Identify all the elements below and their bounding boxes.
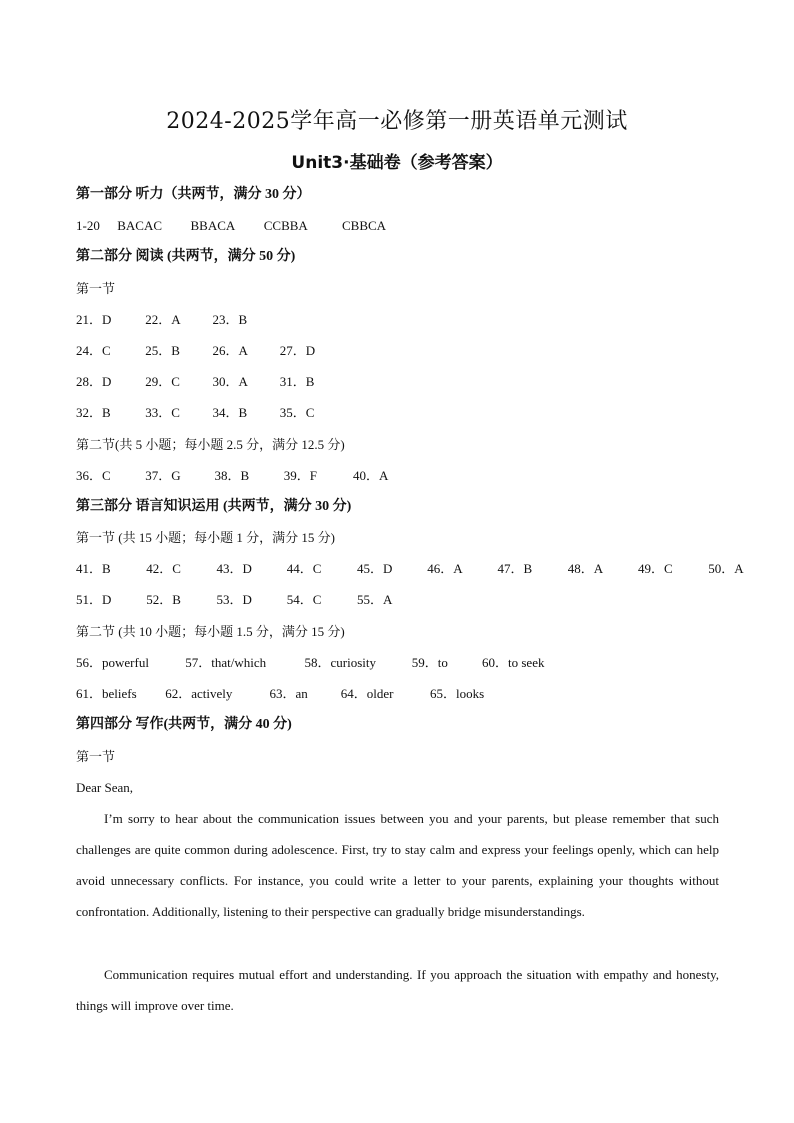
part3-section1-label: 第一节 (共 15 小题；每小题 1 分，满分 15 分) [76, 530, 335, 545]
answer-item: 62．actively [165, 686, 233, 701]
answer-item: 54．C [286, 592, 322, 607]
answer-item: 25．B [145, 343, 180, 358]
part3-section2-label: 第二节 (共 10 小题；每小题 1.5 分，满分 15 分) [76, 624, 345, 639]
answer-item: 33．C [145, 405, 180, 420]
part1-heading: 第一部分 听力（共两节，满分 30 分） [76, 187, 311, 202]
part1-answers [76, 217, 386, 235]
letter-paragraph [76, 959, 719, 1021]
answer-group: CBBCA [342, 218, 387, 233]
answer-item: 44．C [286, 561, 322, 576]
answer-range: 1-20 [76, 218, 100, 233]
letter-greeting: Dear Sean, [76, 780, 134, 795]
answer-item: 23．B [212, 312, 248, 327]
answer-item: 61．beliefs [76, 686, 137, 701]
answer-item: 55．A [357, 592, 393, 607]
answer-item: 35．C [279, 405, 315, 420]
answer-item: 59．to [411, 655, 448, 670]
answer-group: CCBBA [263, 218, 308, 233]
letter-paragraph-text: I’m sorry to hear about the communication issues between you and your parents, but please remember that such challenges are quite common during adolescence. First, try to stay calm and express your feelings openly, which can help avoid unnecessary conflicts. For instance, you could write a letter to your parents, explaining your thoughts without confrontation. Additionally, listening to their perspective can gradually bridge misunderstandings. [76, 811, 719, 919]
answer-item: 47．B [497, 561, 533, 576]
part3-heading: 第三部分 语言知识运用 (共两节，满分 30 分) [76, 499, 352, 514]
answer-item: 43．D [216, 561, 252, 576]
answer-item: 42．C [146, 561, 181, 576]
page-subtitle: Unit3·基础卷（参考答案） [291, 153, 503, 173]
part3-answer-row [76, 685, 484, 703]
answer-item: 50．A [708, 561, 744, 576]
answer-item: 60．to seek [482, 655, 545, 670]
part4-section1-label: 第一节 [76, 749, 116, 764]
part2-answer-row [76, 342, 315, 360]
part2-section2-answers [76, 467, 388, 485]
answer-item: 37．G [145, 468, 181, 483]
answer-item: 26．A [212, 343, 248, 358]
answer-item: 58．curiosity [304, 655, 376, 670]
answer-item: 52．B [146, 592, 181, 607]
answer-item: 49．C [638, 561, 673, 576]
answer-item: 34．B [212, 405, 248, 420]
page-title: 2024-2025学年高一必修第一册英语单元测试 [166, 109, 628, 134]
answer-item: 36．C [76, 468, 111, 483]
part2-section2-label: 第二节(共 5 小题；每小题 2.5 分，满分 12.5 分) [76, 437, 345, 452]
answer-item: 56．powerful [76, 655, 149, 670]
answer-item: 51．D [76, 592, 112, 607]
part2-answer-row [76, 311, 247, 329]
answer-item: 30．A [212, 374, 248, 389]
answer-item: 41．B [76, 561, 111, 576]
answer-item: 21．D [76, 312, 112, 327]
part3-answer-row [76, 560, 744, 578]
answer-item: 32．B [76, 405, 111, 420]
answer-item: 28．D [76, 374, 112, 389]
letter-paragraph [76, 803, 719, 927]
answer-item: 39．F [283, 468, 317, 483]
answer-item: 29．C [145, 374, 180, 389]
part2-answer-row [76, 373, 314, 391]
letter-paragraph-text: Communication requires mutual effort and understanding. If you approach the situation with empathy and honesty, things will improve over time. [76, 967, 719, 1013]
part2-answer-row [76, 404, 314, 422]
answer-item: 22．A [145, 312, 181, 327]
answer-group: BBACA [190, 218, 236, 233]
answer-item: 40．A [353, 468, 389, 483]
answer-item: 24．C [76, 343, 111, 358]
answer-item: 63．an [269, 686, 308, 701]
answer-item: 57．that/which [185, 655, 267, 670]
answer-item: 38．B [214, 468, 250, 483]
answer-item: 53．D [216, 592, 252, 607]
part2-section1-label: 第一节 [76, 281, 116, 296]
answer-item: 45．D [357, 561, 393, 576]
answer-group: BACAC [117, 218, 163, 233]
part3-answer-row [76, 654, 544, 672]
answer-item: 31．B [279, 374, 315, 389]
answer-item: 48．A [567, 561, 604, 576]
part3-answer-row [76, 591, 392, 609]
answer-item: 27．D [279, 343, 316, 358]
part4-heading: 第四部分 写作(共两节，满分 40 分) [76, 717, 292, 732]
answer-item: 64．older [340, 686, 394, 701]
part2-heading: 第二部分 阅读 (共两节，满分 50 分) [76, 249, 296, 264]
answer-item: 46．A [427, 561, 463, 576]
answer-item: 65．looks [430, 686, 485, 701]
